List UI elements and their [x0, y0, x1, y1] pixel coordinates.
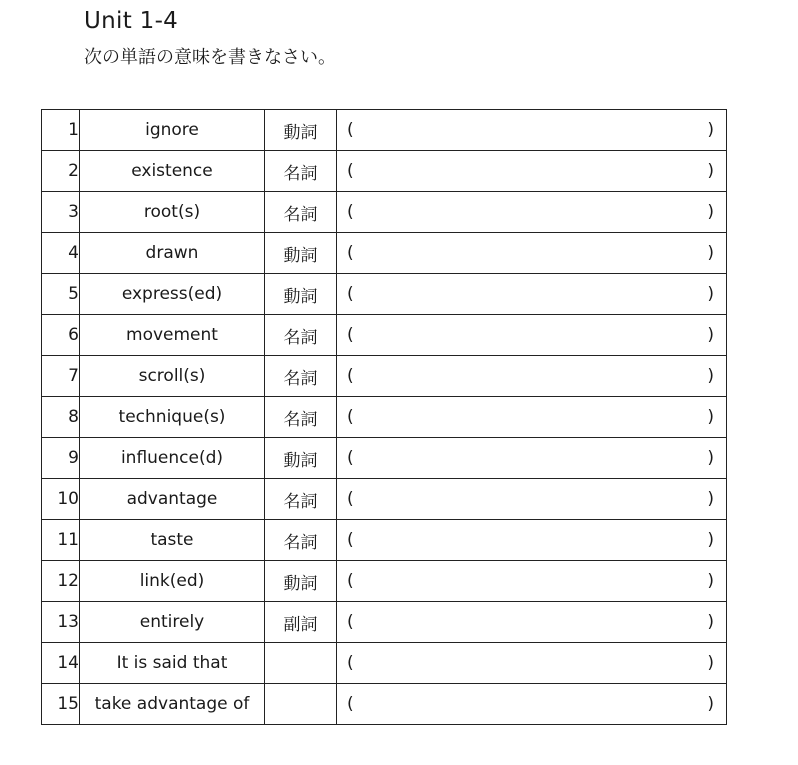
part-of-speech: 名詞 — [265, 520, 337, 561]
answer-blank — [337, 233, 727, 274]
part-of-speech: 動詞 — [265, 110, 337, 151]
page-title: Unit 1-4 — [84, 8, 179, 34]
vocab-word: scroll(s) — [80, 356, 265, 397]
close-bracket: ) — [707, 530, 714, 550]
row-number: 4 — [42, 233, 80, 274]
row-number: 10 — [42, 479, 80, 520]
part-of-speech — [265, 684, 337, 725]
open-bracket: ( — [347, 243, 354, 263]
part-of-speech: 動詞 — [265, 438, 337, 479]
close-bracket: ) — [707, 325, 714, 345]
table-row — [42, 520, 727, 561]
part-of-speech: 名詞 — [265, 315, 337, 356]
close-bracket: ) — [707, 243, 714, 263]
table-row — [42, 274, 727, 315]
vocab-word: technique(s) — [80, 397, 265, 438]
open-bracket: ( — [347, 653, 354, 673]
part-of-speech: 動詞 — [265, 274, 337, 315]
vocab-word: taste — [80, 520, 265, 561]
part-of-speech: 動詞 — [265, 233, 337, 274]
table-row — [42, 561, 727, 602]
table-row — [42, 479, 727, 520]
row-number: 11 — [42, 520, 80, 561]
open-bracket: ( — [347, 571, 354, 591]
part-of-speech: 名詞 — [265, 192, 337, 233]
row-number: 3 — [42, 192, 80, 233]
open-bracket: ( — [347, 325, 354, 345]
open-bracket: ( — [347, 120, 354, 140]
vocab-word: link(ed) — [80, 561, 265, 602]
vocab-word: entirely — [80, 602, 265, 643]
answer-blank — [337, 438, 727, 479]
vocab-word: existence — [80, 151, 265, 192]
part-of-speech: 名詞 — [265, 151, 337, 192]
vocab-word: take advantage of — [80, 684, 265, 725]
answer-blank — [337, 192, 727, 233]
table-row — [42, 233, 727, 274]
close-bracket: ) — [707, 120, 714, 140]
table-row — [42, 643, 727, 684]
table-row — [42, 397, 727, 438]
open-bracket: ( — [347, 694, 354, 714]
close-bracket: ) — [707, 694, 714, 714]
answer-blank — [337, 602, 727, 643]
close-bracket: ) — [707, 571, 714, 591]
vocab-word: movement — [80, 315, 265, 356]
close-bracket: ) — [707, 489, 714, 509]
answer-blank — [337, 561, 727, 602]
vocab-word: influence(d) — [80, 438, 265, 479]
row-number: 8 — [42, 397, 80, 438]
close-bracket: ) — [707, 407, 714, 427]
answer-blank — [337, 110, 727, 151]
vocab-word: ignore — [80, 110, 265, 151]
close-bracket: ) — [707, 161, 714, 181]
row-number: 15 — [42, 684, 80, 725]
open-bracket: ( — [347, 448, 354, 468]
row-number: 1 — [42, 110, 80, 151]
open-bracket: ( — [347, 284, 354, 304]
vocab-word: advantage — [80, 479, 265, 520]
close-bracket: ) — [707, 653, 714, 673]
close-bracket: ) — [707, 448, 714, 468]
row-number: 9 — [42, 438, 80, 479]
open-bracket: ( — [347, 530, 354, 550]
answer-blank — [337, 151, 727, 192]
close-bracket: ) — [707, 612, 714, 632]
answer-blank — [337, 397, 727, 438]
row-number: 12 — [42, 561, 80, 602]
table-row — [42, 684, 727, 725]
open-bracket: ( — [347, 489, 354, 509]
part-of-speech: 名詞 — [265, 356, 337, 397]
table-row — [42, 438, 727, 479]
close-bracket: ) — [707, 284, 714, 304]
vocab-word: drawn — [80, 233, 265, 274]
part-of-speech: 動詞 — [265, 561, 337, 602]
row-number: 5 — [42, 274, 80, 315]
answer-blank — [337, 520, 727, 561]
vocab-word: root(s) — [80, 192, 265, 233]
row-number: 7 — [42, 356, 80, 397]
table-row — [42, 602, 727, 643]
vocabulary-table — [41, 109, 727, 725]
part-of-speech: 副詞 — [265, 602, 337, 643]
table-row — [42, 192, 727, 233]
instruction-text: 次の単語の意味を書きなさい。 — [84, 47, 336, 68]
part-of-speech — [265, 643, 337, 684]
answer-blank — [337, 274, 727, 315]
open-bracket: ( — [347, 366, 354, 386]
table-row — [42, 151, 727, 192]
answer-blank — [337, 315, 727, 356]
answer-blank — [337, 479, 727, 520]
table-row — [42, 110, 727, 151]
open-bracket: ( — [347, 202, 354, 222]
open-bracket: ( — [347, 161, 354, 181]
vocab-word: It is said that — [80, 643, 265, 684]
row-number: 6 — [42, 315, 80, 356]
row-number: 14 — [42, 643, 80, 684]
answer-blank — [337, 356, 727, 397]
part-of-speech: 名詞 — [265, 397, 337, 438]
row-number: 2 — [42, 151, 80, 192]
answer-blank — [337, 684, 727, 725]
close-bracket: ) — [707, 202, 714, 222]
open-bracket: ( — [347, 407, 354, 427]
row-number: 13 — [42, 602, 80, 643]
part-of-speech: 名詞 — [265, 479, 337, 520]
table-row — [42, 315, 727, 356]
open-bracket: ( — [347, 612, 354, 632]
close-bracket: ) — [707, 366, 714, 386]
vocab-word: express(ed) — [80, 274, 265, 315]
answer-blank — [337, 643, 727, 684]
table-row — [42, 356, 727, 397]
